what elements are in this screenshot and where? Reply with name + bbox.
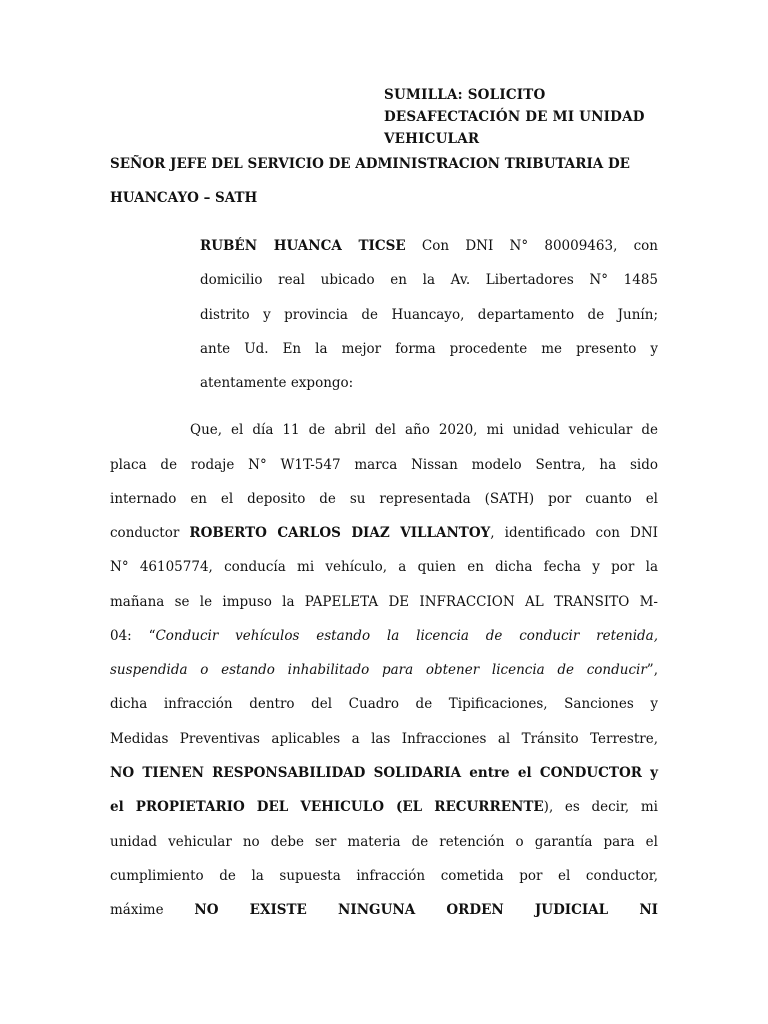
intro-line-5: atentamente expongo: xyxy=(200,375,354,391)
body-line-11-bold: NO TIENEN RESPONSABILIDAD SOLIDARIA entre el CONDUCTOR y xyxy=(110,765,658,781)
body-line-2: placa de rodaje N° W1T-547 marca Nissan modelo Sentra, ha sido xyxy=(110,457,658,473)
body-line-5: N° 46105774, conducía mi vehículo, a quien en dicha fecha y por la xyxy=(110,559,658,575)
body-line-15-a: máxime xyxy=(110,902,195,918)
intro-line-2: domicilio real ubicado en la Av. Libertadores N° 1485 xyxy=(200,272,658,288)
body-line-14: cumplimiento de la supuesta infracción cometida por el conductor, xyxy=(110,868,658,884)
body-line-7-a: 04: “ xyxy=(110,628,156,644)
intro-line-4: ante Ud. En la mejor forma procedente me presento y xyxy=(200,341,658,357)
intro-line-1-rest: Con DNI N° 80009463, con xyxy=(405,238,658,254)
body-line-1: Que, el día 11 de abril del año 2020, mi unidad vehicular de xyxy=(190,422,658,438)
sumilla-line-3: VEHICULAR xyxy=(384,131,480,147)
body-line-12-b: ), es decir, mi xyxy=(543,799,658,815)
body-line-10: Medidas Preventivas aplicables a las Infracciones al Tránsito Terrestre, xyxy=(110,731,658,747)
sumilla-block xyxy=(384,84,684,150)
sumilla-line-2: DESAFECTACIÓN DE MI UNIDAD xyxy=(384,109,645,125)
body-line-8-b: ”, xyxy=(646,662,658,678)
body-line-7 xyxy=(110,628,658,644)
body-line-4-c: , identificado con DNI xyxy=(490,525,659,541)
body-line-12 xyxy=(110,799,658,815)
infraction-quote-1: Conducir vehículos estando la licencia de conducir retenida, xyxy=(155,628,658,644)
intro-line-1 xyxy=(200,238,658,254)
body-line-13: unidad vehicular no debe ser materia de retención o garantía para el xyxy=(110,834,658,850)
addressee-line-1: SEÑOR JEFE DEL SERVICIO DE ADMINISTRACION TRIBUTARIA DE xyxy=(110,156,630,172)
body-line-4-a: conductor xyxy=(110,525,190,541)
body-line-8 xyxy=(110,662,658,678)
body-line-12-bold: el PROPIETARIO DEL VEHICULO (EL RECURRENTE xyxy=(110,799,544,815)
body-line-6: mañana se le impuso la PAPELETA DE INFRACCION AL TRANSITO M- xyxy=(110,594,658,610)
petitioner-name: RUBÉN HUANCA TICSE xyxy=(200,238,406,254)
addressee-line-2: HUANCAYO – SATH xyxy=(110,190,258,206)
body-line-3: internado en el deposito de su representada (SATH) por cuanto el xyxy=(110,491,658,507)
body-line-11 xyxy=(110,765,658,781)
infraction-quote-2: suspendida o estando inhabilitado para obtener licencia de conducir xyxy=(110,662,647,678)
sumilla-line-1: SUMILLA: SOLICITO xyxy=(384,87,546,103)
body-line-15 xyxy=(110,902,658,918)
body-line-4 xyxy=(110,525,658,541)
body-line-9: dicha infracción dentro del Cuadro de Tipificaciones, Sanciones y xyxy=(110,696,658,712)
body-line-15-bold: NO EXISTE NINGUNA ORDEN JUDICIAL NI xyxy=(194,902,658,918)
intro-line-3: distrito y provincia de Huancayo, departamento de Junín; xyxy=(200,307,658,323)
driver-name: ROBERTO CARLOS DIAZ VILLANTOY xyxy=(189,525,491,541)
